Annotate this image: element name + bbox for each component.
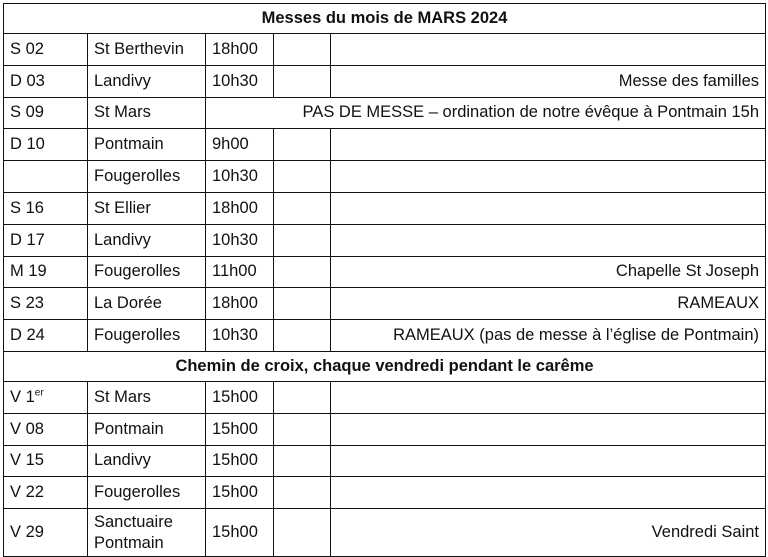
table-row: [4, 256, 766, 288]
place-line-2: Pontmain: [94, 533, 164, 552]
day-cell: D 17: [4, 224, 88, 256]
title-row: [4, 4, 766, 34]
table-row: [4, 509, 766, 557]
empty-cell: [274, 34, 331, 66]
time-cell: 10h30: [206, 65, 274, 97]
schedule-title: Messes du mois de MARS 2024: [4, 4, 766, 34]
note-cell: [331, 34, 766, 66]
note-cell: Messe des familles: [331, 65, 766, 97]
day-cell: V 15: [4, 445, 88, 477]
day-cell: M 19: [4, 256, 88, 288]
note-cell: [331, 445, 766, 477]
day-cell: D 03: [4, 65, 88, 97]
day-cell: D 10: [4, 129, 88, 161]
empty-cell: [274, 445, 331, 477]
day-cell: V 29: [4, 509, 88, 557]
day-cell: D 24: [4, 320, 88, 352]
note-cell: PAS DE MESSE – ordination de notre évêque à Pontmain 15h: [206, 97, 766, 129]
place-cell: Pontmain: [88, 413, 206, 445]
day-cell: [4, 381, 88, 413]
day-cell: S 16: [4, 192, 88, 224]
empty-cell: [274, 288, 331, 320]
note-cell: Chapelle St Joseph: [331, 256, 766, 288]
time-cell: 18h00: [206, 34, 274, 66]
table-row: [4, 224, 766, 256]
place-cell: Pontmain: [88, 129, 206, 161]
note-cell: [331, 224, 766, 256]
time-cell: 15h00: [206, 477, 274, 509]
note-cell: RAMEAUX (pas de messe à l’église de Pontmain): [331, 320, 766, 352]
time-cell: 15h00: [206, 381, 274, 413]
time-cell: 10h30: [206, 224, 274, 256]
place-cell: Fougerolles: [88, 161, 206, 193]
note-cell: [331, 192, 766, 224]
table-row: [4, 65, 766, 97]
time-cell: 15h00: [206, 413, 274, 445]
table-row: [4, 477, 766, 509]
place-cell: Fougerolles: [88, 256, 206, 288]
table-row: [4, 129, 766, 161]
empty-cell: [274, 320, 331, 352]
time-cell: 15h00: [206, 445, 274, 477]
note-cell: Vendredi Saint: [331, 509, 766, 557]
place-cell: St Berthevin: [88, 34, 206, 66]
day-superscript: er: [34, 387, 44, 399]
note-cell: [331, 413, 766, 445]
note-cell: [331, 477, 766, 509]
place-cell: St Mars: [88, 381, 206, 413]
empty-cell: [274, 65, 331, 97]
empty-cell: [274, 256, 331, 288]
place-cell: Landivy: [88, 445, 206, 477]
table-row: [4, 320, 766, 352]
empty-cell: [274, 224, 331, 256]
section-title: Chemin de croix, chaque vendredi pendant le carême: [4, 351, 766, 381]
day-cell: S 02: [4, 34, 88, 66]
place-line-1: Sanctuaire: [94, 512, 173, 531]
empty-cell: [274, 509, 331, 557]
empty-cell: [274, 192, 331, 224]
mass-schedule-table: [3, 3, 766, 557]
time-cell: 9h00: [206, 129, 274, 161]
time-cell: 10h30: [206, 320, 274, 352]
section-title-row: [4, 351, 766, 381]
time-cell: 18h00: [206, 288, 274, 320]
empty-cell: [274, 129, 331, 161]
time-cell: 10h30: [206, 161, 274, 193]
time-cell: 15h00: [206, 509, 274, 557]
place-cell: St Ellier: [88, 192, 206, 224]
table-row: [4, 97, 766, 129]
place-cell: [88, 509, 206, 557]
day-prefix: V 1: [10, 387, 35, 406]
note-cell: RAMEAUX: [331, 288, 766, 320]
place-cell: St Mars: [88, 97, 206, 129]
note-cell: [331, 161, 766, 193]
day-cell: V 22: [4, 477, 88, 509]
place-cell: La Dorée: [88, 288, 206, 320]
place-cell: Fougerolles: [88, 320, 206, 352]
time-cell: 18h00: [206, 192, 274, 224]
empty-cell: [274, 477, 331, 509]
day-cell: S 09: [4, 97, 88, 129]
table-row: [4, 413, 766, 445]
place-cell: Fougerolles: [88, 477, 206, 509]
table-row: [4, 288, 766, 320]
empty-cell: [274, 381, 331, 413]
note-cell: [331, 381, 766, 413]
note-cell: [331, 129, 766, 161]
day-cell: V 08: [4, 413, 88, 445]
table-row: [4, 192, 766, 224]
table-row: [4, 34, 766, 66]
empty-cell: [274, 161, 331, 193]
table-row: [4, 381, 766, 413]
table-row: [4, 161, 766, 193]
table-row: [4, 445, 766, 477]
day-cell: [4, 161, 88, 193]
day-cell: S 23: [4, 288, 88, 320]
place-cell: Landivy: [88, 224, 206, 256]
place-cell: Landivy: [88, 65, 206, 97]
empty-cell: [274, 413, 331, 445]
time-cell: 11h00: [206, 256, 274, 288]
